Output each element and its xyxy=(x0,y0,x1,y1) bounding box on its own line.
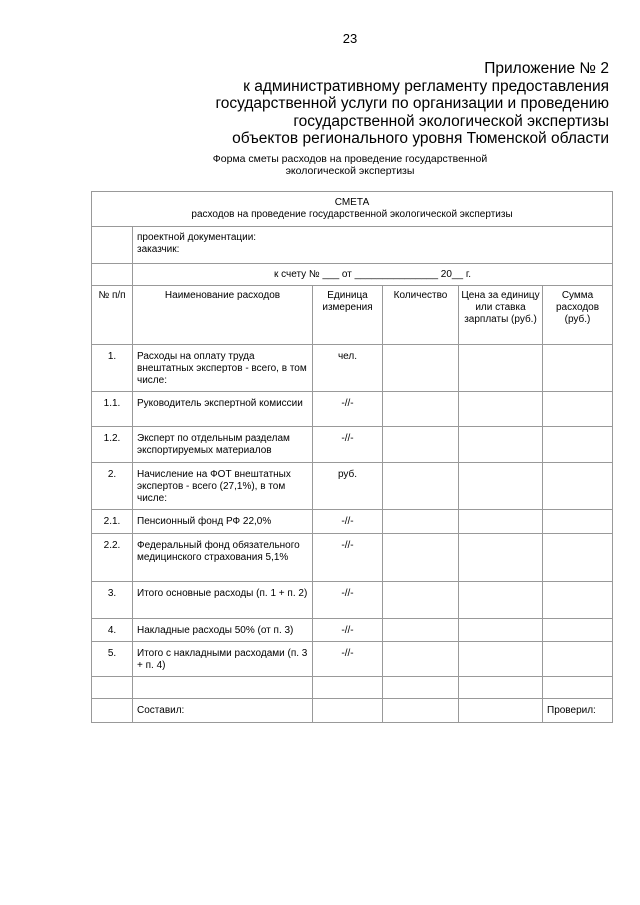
row-unit: -//- xyxy=(313,619,383,642)
table-row xyxy=(92,642,613,677)
table-row xyxy=(92,392,613,427)
row-unit: -//- xyxy=(313,642,383,677)
row-number: 1.1. xyxy=(92,392,133,427)
appendix-line: объектов регионального уровня Тюменской области xyxy=(232,130,609,147)
row-name: Руководитель экспертной комиссии xyxy=(133,392,313,427)
row-name: Итого с накладными расходами (п. 3 + п. 4) xyxy=(133,642,313,677)
table-row xyxy=(92,345,613,392)
estimate-table xyxy=(91,191,613,723)
row-unit: -//- xyxy=(313,392,383,427)
page-number: 23 xyxy=(342,31,358,46)
appendix-line: Приложение № 2 xyxy=(484,60,609,77)
row-number: 3. xyxy=(92,582,133,619)
row-unit: -//- xyxy=(313,534,383,582)
project-docs-label: проектной документации: xyxy=(137,232,257,243)
row-number: 5. xyxy=(92,642,133,677)
row-name: Федеральный фонд обязательного медицинского страхования 5,1% xyxy=(133,534,313,582)
column-header: Цена за единицу или ставка зарплаты (руб.) xyxy=(459,286,543,345)
row-name: Итого основные расходы (п. 1 + п. 2) xyxy=(133,582,313,619)
table-row xyxy=(92,582,613,619)
row-number: 2. xyxy=(92,463,133,510)
row-number: 1. xyxy=(92,345,133,392)
signature-row xyxy=(92,699,613,723)
table-row xyxy=(92,619,613,642)
row-name: Эксперт по отдельным разделам экспортируемых материалов xyxy=(133,427,313,463)
table-row xyxy=(92,510,613,534)
table-title-cell xyxy=(92,192,613,227)
column-header: Сумма расходов (руб.) xyxy=(543,286,613,345)
column-header: № п/п xyxy=(92,286,133,345)
appendix-line: государственной экологической экспертизы xyxy=(293,112,609,130)
appendix-header xyxy=(189,60,609,148)
column-header: Единица измерения xyxy=(313,286,383,345)
empty-cell xyxy=(92,227,133,264)
row-number: 2.1. xyxy=(92,510,133,534)
empty-cell xyxy=(92,264,133,286)
row-name: Расходы на оплату труда внештатных экспертов - всего, в том числе: xyxy=(133,345,313,392)
table-row xyxy=(92,463,613,510)
row-number: 1.2. xyxy=(92,427,133,463)
appendix-line: к административному регламенту предоставления xyxy=(243,77,609,95)
customer-label: заказчик: xyxy=(137,244,180,255)
invoice-line: к счету № ___ от _______________ 20__ г. xyxy=(133,264,613,286)
row-unit: -//- xyxy=(313,510,383,534)
project-info-cell xyxy=(133,227,613,264)
column-header: Наименование расходов xyxy=(133,286,313,345)
row-name: Накладные расходы 50% (от п. 3) xyxy=(133,619,313,642)
form-title-line: экологической экспертизы xyxy=(285,165,415,177)
row-unit: чел. xyxy=(313,345,383,392)
table-row xyxy=(92,534,613,582)
row-name: Пенсионный фонд РФ 22,0% xyxy=(133,510,313,534)
row-number: 4. xyxy=(92,619,133,642)
row-unit: -//- xyxy=(313,582,383,619)
row-name: Начисление на ФОТ внештатных экспертов - всего (27,1%), в том числе: xyxy=(133,463,313,510)
column-header: Количество xyxy=(383,286,459,345)
row-unit: руб. xyxy=(313,463,383,510)
row-unit: -//- xyxy=(313,427,383,463)
row-number: 2.2. xyxy=(92,534,133,582)
compiled-by-label: Составил: xyxy=(133,699,313,723)
table-subtitle: расходов на проведение государственной экологической экспертизы xyxy=(191,209,513,220)
table-row xyxy=(92,427,613,463)
table-row-empty xyxy=(92,677,613,699)
appendix-line: государственной услуги по организации и проведению xyxy=(215,95,609,112)
form-title-line: Форма сметы расходов на проведение государственной xyxy=(212,153,488,165)
checked-by-label: Проверил: xyxy=(543,699,613,723)
form-title xyxy=(190,153,510,177)
table-title: СМЕТА xyxy=(334,197,370,208)
